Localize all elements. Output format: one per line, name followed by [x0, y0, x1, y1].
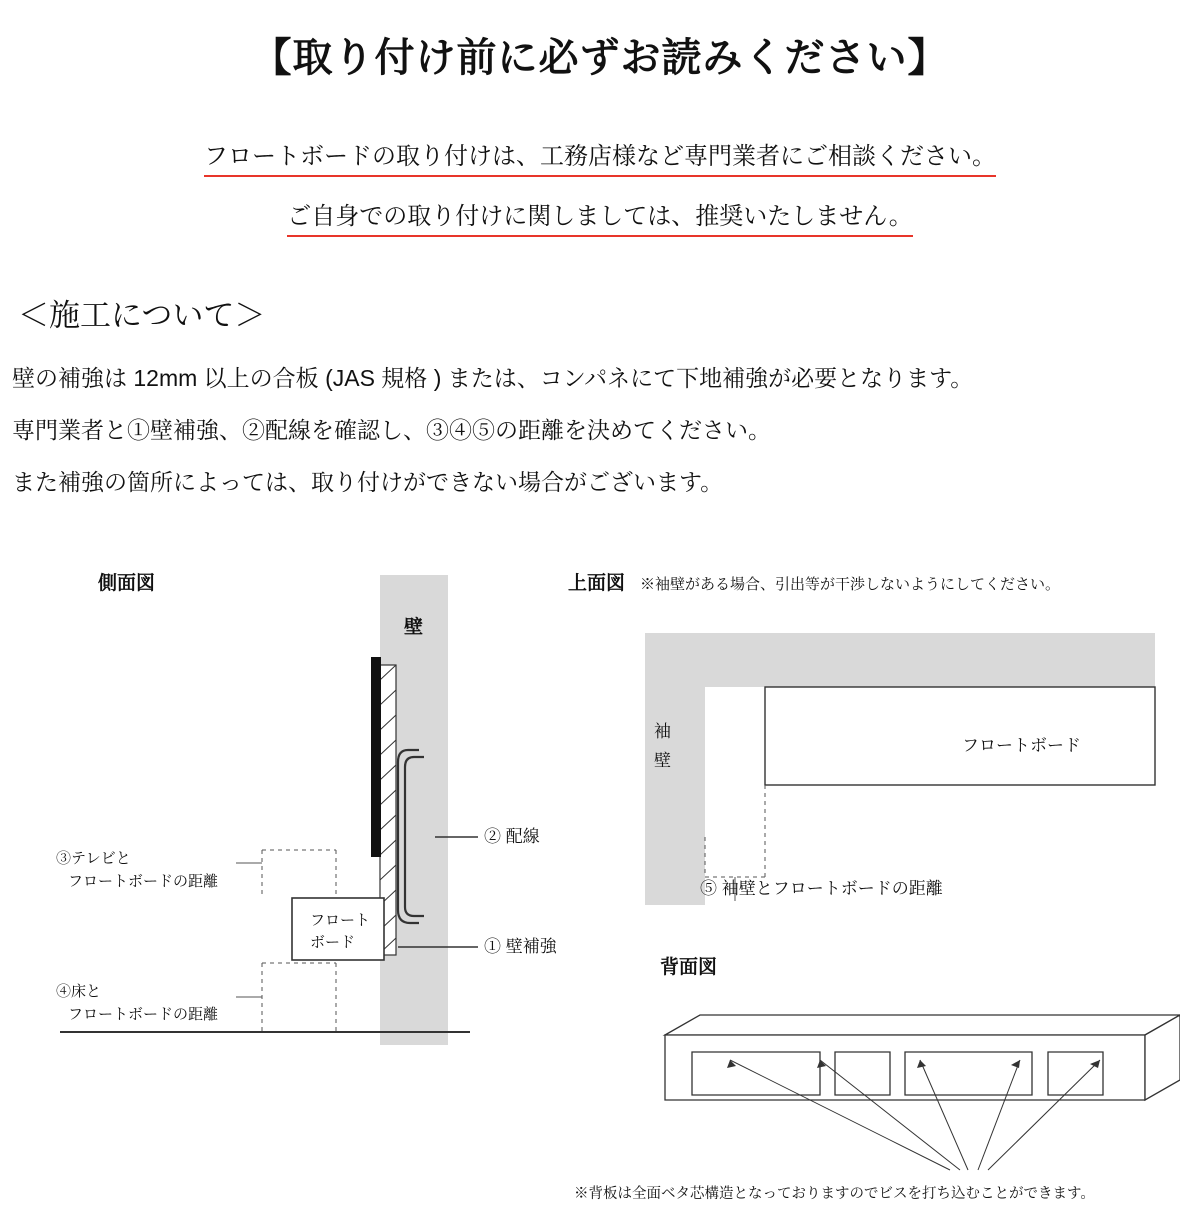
top-view-note: ※袖壁がある場合、引出等が干渉しないようにしてください。 — [640, 576, 1061, 593]
section-body-line-3: また補強の箇所によっては、取り付けができない場合がございます。 — [12, 469, 724, 495]
section-body-line-1: 壁の補強は 12mm 以上の合板 (JAS 規格 ) または、コンパネにて下地補強が必要となります。 — [12, 365, 974, 391]
callout-tv-distance-line1: ③テレビと — [56, 850, 131, 867]
back-view-note: ※背板は全面ベタ芯構造となっておりますのでビスを打ち込むことができます。 — [574, 1186, 1095, 1202]
diagram-area — [0, 545, 1200, 1202]
lead-line-2-text: ご自身での取り付けに関しましては、推奨いたしません。 — [287, 196, 912, 237]
section-body-line-2: 専門業者と①壁補強、②配線を確認し、③④⑤の距離を決めてください。 — [12, 417, 771, 443]
side-wall-label-line1: 袖 — [654, 722, 671, 741]
callout-floor-distance-line2: フロートボードの距離 — [68, 1006, 219, 1023]
callout-tv-distance-line2: フロートボードの距離 — [68, 873, 219, 890]
lead-line-1 — [0, 136, 1200, 177]
section-heading: ＜施工について＞ — [18, 298, 266, 333]
cabinet-shape — [665, 1015, 1180, 1100]
callout-side-wall-distance: ⑤ 袖壁とフロートボードの距離 — [700, 879, 943, 898]
lead-line-2 — [0, 196, 1200, 237]
page-title: 【取り付け前に必ずお読みください】 — [251, 36, 949, 80]
side-view-title: 側面図 — [98, 573, 156, 594]
wall-label: 壁 — [404, 617, 424, 638]
top-view-float-board — [765, 687, 1155, 785]
dimension-tv-to-board — [236, 850, 336, 898]
top-view-title: 上面図 — [568, 573, 626, 594]
tv-panel — [371, 657, 381, 857]
callout-wall-reinforcement: ① 壁補強 — [484, 937, 557, 956]
back-view-title: 背面図 — [660, 957, 718, 978]
callout-wiring: ② 配線 — [484, 827, 540, 846]
dimension-floor-to-board — [236, 963, 336, 1032]
float-board-label-line2: ボード — [310, 934, 356, 951]
float-board-label-line1: フロート — [310, 912, 371, 929]
callout-floor-distance-line1: ④床と — [56, 983, 102, 1000]
top-view-board-label: フロートボード — [962, 736, 1081, 755]
top-view-drawing — [620, 615, 1180, 915]
lead-line-1-text: フロートボードの取り付けは、工務店様など専門業者にご相談ください。 — [204, 136, 996, 177]
side-wall-label-line2: 壁 — [654, 751, 671, 770]
